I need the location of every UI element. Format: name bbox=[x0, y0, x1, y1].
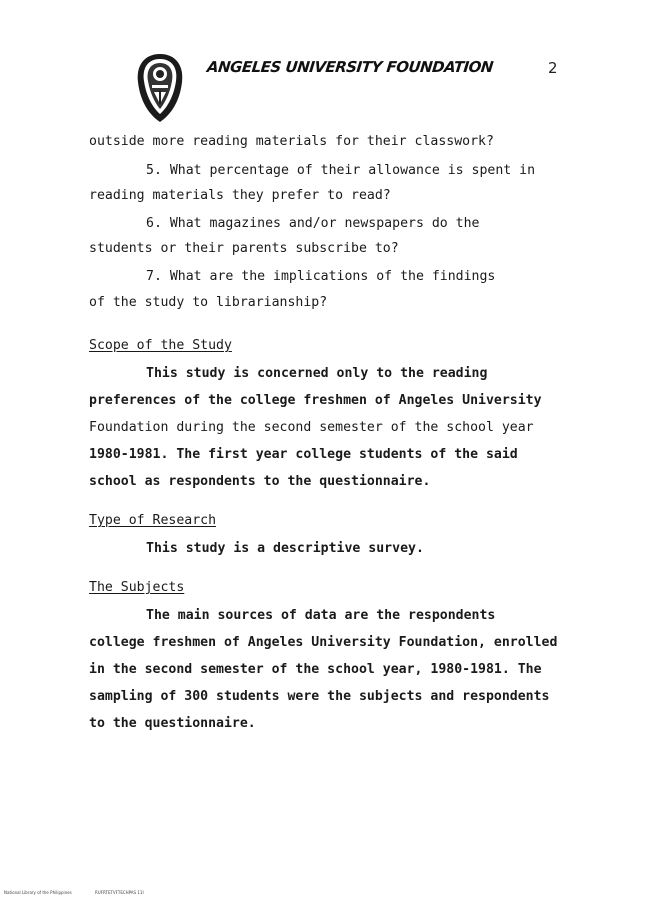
footer-reference: RUFRTETVFTECHPAS 11I bbox=[95, 890, 144, 895]
subjects-text-line: to the questionnaire. bbox=[89, 716, 256, 731]
footer bbox=[4, 890, 166, 895]
university-seal-icon bbox=[134, 52, 186, 124]
subjects-text-line: college freshmen of Angeles University Foundation, enrolled bbox=[89, 635, 558, 650]
question-5-line: reading materials they prefer to read? bbox=[89, 188, 391, 203]
section-heading-type: Type of Research bbox=[89, 513, 217, 528]
type-text-line: This study is a descriptive survey. bbox=[146, 541, 424, 556]
scope-text-line: Foundation during the second semester of the school year bbox=[89, 420, 534, 435]
page-number: 2 bbox=[548, 59, 558, 77]
question-6-line: 6. What magazines and/or newspapers do the bbox=[146, 216, 480, 231]
text-line: outside more reading materials for their classwork? bbox=[89, 134, 494, 149]
footer-library: National Library of the Philippines bbox=[4, 890, 72, 895]
subjects-text-line: The main sources of data are the respondents bbox=[146, 608, 496, 623]
scope-text-line: This study is concerned only to the reading bbox=[146, 366, 488, 381]
scope-text-line: school as respondents to the questionnaire. bbox=[89, 474, 431, 489]
question-7-line: 7. What are the implications of the findings bbox=[146, 269, 496, 284]
question-7-line: of the study to librarianship? bbox=[89, 295, 328, 310]
question-5-line: 5. What percentage of their allowance is spent in bbox=[146, 163, 536, 178]
scope-text-line: preferences of the college freshmen of Angeles University bbox=[89, 393, 542, 408]
section-heading-subjects: The Subjects bbox=[89, 580, 185, 595]
letterhead-title: ANGELES UNIVERSITY FOUNDATION bbox=[206, 58, 494, 76]
question-6-line: students or their parents subscribe to? bbox=[89, 241, 399, 256]
subjects-text-line: sampling of 300 students were the subjects and respondents bbox=[89, 689, 550, 704]
scope-text-line: 1980-1981. The first year college students of the said bbox=[89, 447, 518, 462]
subjects-text-line: in the second semester of the school year, 1980-1981. The bbox=[89, 662, 542, 677]
section-heading-scope: Scope of the Study bbox=[89, 338, 232, 353]
